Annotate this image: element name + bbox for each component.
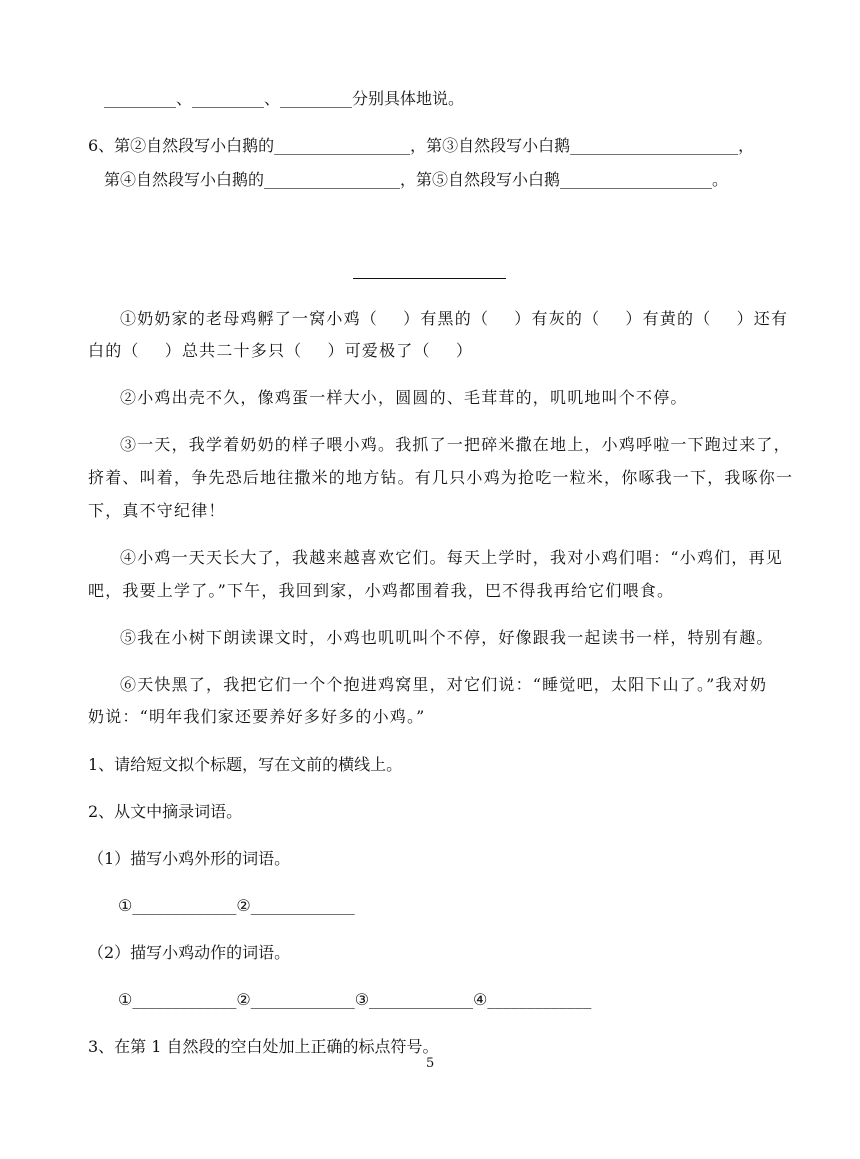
question-3: 3、在第 1 自然段的空白处加上正确的标点符号。	[88, 1037, 439, 1056]
passage-p4-line-2: 吧，我要上学了。”下午，我回到家，小鸡都围着我，巴不得我再给它们喂食。	[88, 581, 675, 600]
passage-p5: ⑤我在小树下朗读课文时，小鸡也叽叽叫个不停，好像跟我一起读书一样，特别有趣。	[120, 628, 774, 647]
page-number: 5	[426, 1056, 435, 1071]
question-1: 1、请给短文拟个标题，写在文前的横线上。	[88, 755, 403, 774]
passage-p1-line-2: 白的（ ）总共二十多只（ ）可爱极了（ ）	[88, 341, 474, 360]
question-2-2: （2）描写小鸡动作的词语。	[88, 943, 291, 962]
passage-p3-line-2: 挤着、叫着，争先恐后地往撒米的地方钻。有几只小鸡为抢吃一粒米，你啄我一下，我啄你一	[88, 468, 794, 487]
question-2: 2、从文中摘录词语。	[88, 802, 243, 821]
passage-p3-line-3: 下，真不守纪律！	[88, 501, 226, 520]
question-2-1-blanks: ①_____________②_____________	[118, 896, 355, 915]
passage-p2: ②小鸡出壳不久，像鸡蛋一样大小，圆圆的、毛茸茸的，叽叽地叫个不停。	[120, 388, 688, 407]
question-2-1: （1）描写小鸡外形的词语。	[88, 849, 291, 868]
passage-p3-line-1: ③一天，我学着奶奶的样子喂小鸡。我抓了一把碎米撒在地上，小鸡呼啦一下跑过来了，	[120, 435, 791, 454]
title-blank-line	[353, 278, 506, 279]
passage-p6-line-1: ⑥天快黑了，我把它们一个个抱进鸡窝里，对它们说：“睡觉吧，太阳下山了。”我对奶	[120, 675, 768, 694]
passage-p4-line-1: ④小鸡一天天长大了，我越来越喜欢它们。每天上学时，我对小鸡们唱：“小鸡们，再见	[120, 548, 783, 567]
passage-p6-line-2: 奶说：“明年我们家还要养好多好多的小鸡。”	[88, 707, 426, 726]
q6-line-2: 第④自然段写小白鹅的_________________，第⑤自然段写小白鹅___________________。	[104, 170, 729, 189]
passage-p1-line-1: ①奶奶家的老母鸡孵了一窝小鸡（ ）有黑的（ ）有灰的（ ）有黄的（ ）还有	[120, 309, 789, 328]
q6-line-1: 6、第②自然段写小白鹅的_________________，第③自然段写小白鹅_____________________，	[88, 136, 755, 155]
q5-blanks-line: _________、_________、_________分别具体地说。	[104, 89, 465, 108]
question-2-2-blanks: ①_____________②_____________③_____________④_____________	[118, 990, 592, 1009]
